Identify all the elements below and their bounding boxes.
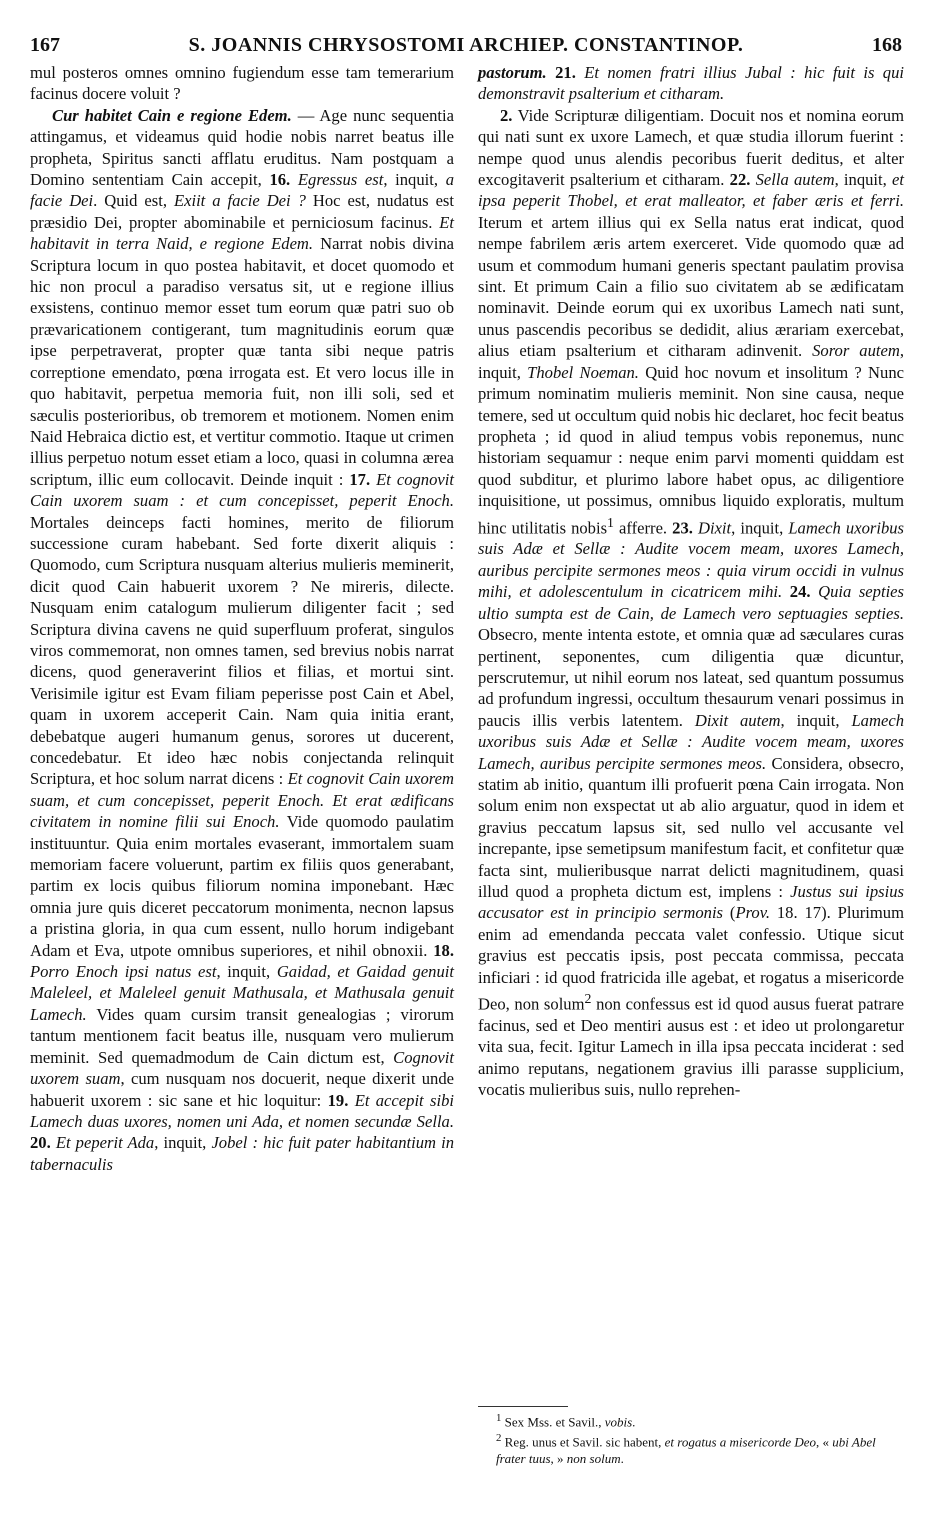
page-number-left: 167 bbox=[30, 34, 60, 56]
paragraph: 2. Vide Scripturæ diligentiam. Docuit nos et nomina eorum qui nati sunt ex uxore Lamech, et quæ studia illorum fuerint : nempe quod unus alendis pecoribus fuerit deditus, et alter excogitaverit psalterium et citharam. 22. Sella autem, inquit, et ipsa peperit Thobel, et erat malleator, et faber æris et ferri. Iterum et artem illius qui ex Sella natus erat indicat, quod nempe fabrilem æris artem exerceret. Vide quomodo quæ ad usum et commodum humani generis spectant paulatim provisa sint. Et primum Cain a filio suo civitatem ab se ædificatam nominavit. Deinde eorum qui ex uxoribus Lamech nati sunt, unus pascendis pecoribus se dedidit, alius ærariam exercebat, alius etiam psalterium et citharam adinvenit. Soror autem, inquit, Thobel Noeman. Quid hoc novum et insolitum ? Nunc primum nominatim mulieris meminit. Non sine causa, neque temere, sed ut occultum quid nobis hic declaret, hoc fecit beatus propheta ; id quod in aliud tempus vobis reponemus, nunc historiam sequamur : neque enim parvi momenti quiddam est quod subditur, et plurimo labore habet opus, ac diligentiore inquisitione, ut possimus, omnibus liquido exploratis, multum hinc utilitatis nobis$^1$ afferre. 23. Dixit, inquit, Lamech uxoribus suis Adæ et Sellæ : Audite vocem meam, uxores Lamech, auribus percipite sermones meos : quia virum occidi in vulnus mihi, et adolescentulum in cicatricem mihi. 24. Quia septies ultio sumpta est de Cain, de Lamech vero septuagies septies. Obsecro, mente intenta estote, et omnia quæ ad sæculares curas pertinent, seponentes, cum diligentia quæ dicuntur, perscrutemur, ut nihil eorum nos lateat, sed quantum possumus ad profundum ingressi, occultum thesaurum venari possimus in paucis illis verbis latentem. Dixit autem, inquit, Lamech uxoribus suis Adæ et Sellæ : Audite vocem meam, uxores Lamech, auribus percipite sermones meos. Considera, obsecro, statim ab initio, quantum illi profuerit pœna Cain irrogata. Non solum enim non exspectat ut ab alio arguatur, quod in idem et gravius peccatum lapsus sit, sed nullo vel accusante vel increpante, ipse semetipsum manifestum facit, et confitetur quæ facta sint, mulieribusque narrat delicti magnitudinem, quasi illud quod a propheta dictum est, implens : Justus sui ipsius accusator est in principio sermonis (Prov. 18. 17). Plurimum enim ad emendanda peccata valet confessio. Utique sicut gravius est peccatis ipsis, post peccata commissa, peccata inficiari : id quod fratricida ille agebat, et rogatus a misericorde Deo, non solum$^2$ non confessus est id quod ausus fuerat patrare facinus, sed et Deo mentiri ausus est : et ideo ut prolongaretur vita sua, fecit. Igitur Lamech in illa ipsa peccata inciderat : sed animo reputans, negationem gravius illi parasse supplicium, vocatis mulieribus suis, nullo reprehen- bbox=[478, 105, 905, 1100]
footnotes bbox=[478, 1410, 904, 1467]
running-header bbox=[30, 34, 902, 60]
paragraph: pastorum. 21. Et nomen fratri illius Jubal : hic fuit is qui demonstravit psalterium et citharam. bbox=[478, 63, 904, 104]
footnote: $^1$ Sex Mss. et Savil., vobis. bbox=[496, 1412, 636, 1430]
page-number-right: 168 bbox=[872, 34, 902, 56]
footnote: $^2$ Reg. unus et Savil. sic habent, et rogatus a misericorde Deo, « ubi Abel frater tuus, » non solum. bbox=[496, 1432, 876, 1466]
right-column bbox=[478, 62, 904, 1101]
left-column bbox=[30, 62, 454, 1175]
footnote-rule bbox=[478, 1406, 568, 1407]
running-title: S. JOANNIS CHRYSOSTOMI ARCHIEP. CONSTANTINOP. bbox=[188, 34, 744, 56]
paragraph: Cur habitet Cain e regione Edem. — Age nunc sequentia attingamus, et videamus quid hodie nobis narret beatus ille propheta, Spiritus sancti afflatu eruditus. Nam postquam a Domino sententiam Cain accepit, 16. Egressus est, inquit, a facie Dei. Quid est, Exiit a facie Dei ? Hoc est, nudatus est præsidio Dei, propter abominabile et perniciosum facinus. Et habitavit in terra Naid, e regione Edem. Narrat nobis divina Scriptura locum in quo postea habitavit, et docet quomodo et hic non procul a paradiso versatus sit, ut e regione illius exsistens, continuo memor esset tum eorum quæ patri suo ob prævaricationem contigerant, tum magnitudinis eorum quæ ipse perpetraverat, propter quæ tanta sibi neque patris correptione emendato, pœna irrogata est. Et vero locus ille in quo habitavit, perpetua memoria fuit, non illi soli, sed et sæculis posterioribus, ob tremorem et motionem. Nomen enim Naid Hebraica dictio est, et vertitur commotio. Itaque ut crimen illius perpetuo notum esset etiam a loco, quasi in columna ærea scriptum, illic eum collocavit. Deinde inquit : 17. Et cognovit Cain uxorem suam : et cum concepisset, peperit Enoch. Mortales deinceps facti homines, merito de filiorum successione curam habebant. Sed forte dixerit aliquis : Quomodo, cum Scriptura nusquam alterius mulieris meminerit, dicit quod Cain habuerit uxorem ? Ne mireris, dilecte. Nusquam enim catalogum mulierum diligenter facit ; sed Scriptura divina cavens ne quid superfluum proferat, singulos viros commemorat, non omnes tamen, sed brevius nobis narrat dicens, quod generaverint filios et filias, et mortui sint. Verisimile igitur est Evam filiam peperisse post Cain et Abel, quam in uxorem acceperit Cain. Nam quia initia erant, debebatque augeri humanum genus, sorores ut ducerent, concedebatur. Et ideo hæc nobis conjectanda relinquit Scriptura, et hoc solum narrat dicens : Et cognovit Cain uxorem suam, et cum concepisset, peperit Enoch. Et erat ædificans civitatem in nomine filii sui Enoch. Vide quomodo paulatim instituuntur. Quia enim mortales evaserant, immortalem suam memoriam facere voluerunt, partim ex filiis quos generabant, partim ex locis quibus filiorum nomina imponebant. Hæc omnia jure quis diceret peccatorum monimenta, necnon lapsus a pristina gloria, in qua cum essent, nullo horum indigebant Adam et Eva, utpote omnibus superiores, et nihil obnoxii. 18. Porro Enoch ipsi natus est, inquit, Gaidad, et Gaidad genuit Maleleel, et Maleleel genuit Mathusala, et Mathusala genuit Lamech. Vides quam cursim transit genealogias ; virorum tantum mentionem facit beatus ille, nusquam vero mulierum meminit. Sed quemadmodum de Cain dictum est, Cognovit uxorem suam, cum nusquam nos docuerit, neque dixerit unde habuerit uxorem : sic sane et hic loquitur: 19. Et accepit sibi Lamech duas uxores, nomen uni Ada, et nomen secundæ Sella. 20. Et peperit Ada, inquit, Jobel : hic fuit pater habitantium in tabernaculis bbox=[30, 105, 454, 1174]
paragraph: mul posteros omnes omnino fugiendum esse tam temerarium facinus docere voluit ? bbox=[30, 63, 454, 104]
